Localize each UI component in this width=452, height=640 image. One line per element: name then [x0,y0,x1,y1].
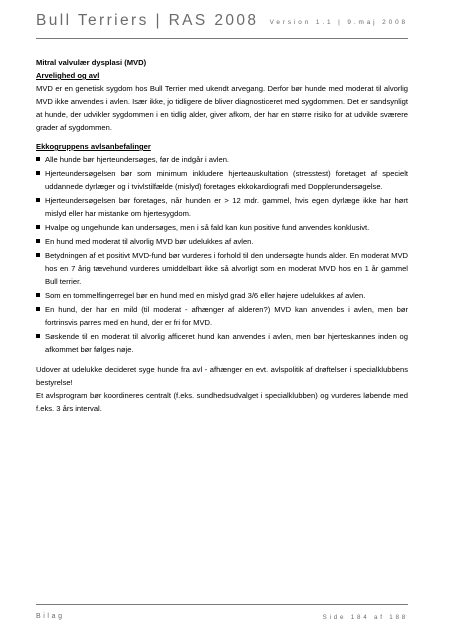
closing-paragraph-program: Et avlsprogram bør koordineres centralt (f.eks. sundhedsudvalget i specialklubben) og vurderes løbende med f.eks. 3 års interval. [36,391,408,413]
list-item [36,289,408,302]
list-item-text: Hjerteundersøgelsen bør foretages, når hunden er > 12 mdr. gammel, hvis egen dyrlæge ikke har hørt mislyd eller har mistanke om hjertesygdom. [45,196,408,218]
section-title: Mitral valvulær dysplasi (MVD) [36,58,147,67]
bullet-square-icon [36,171,40,175]
closing-paragraph-policy: Udover at udelukke decideret syge hunde fra avl - afhænger en evt. avlspolitik af drøftelser i specialklubbens bestyrelse! [36,365,408,387]
page-footer [36,604,408,625]
list-item-text: Søskende til en moderat til alvorlig afficeret hund kan anvendes i avlen, men bør hjerteskannes inden og afkommet bør følges nøje. [45,332,408,354]
recommendations-list [36,153,408,356]
list-item [36,194,408,220]
list-item [36,167,408,193]
bullet-square-icon [36,253,40,257]
page-content [36,56,408,415]
list-item-text: En hund, der har en mild (til moderat - afhænger af alderen?) MVD kan anvendes i avlen, men bør fortrinsvis parres med en hund, der er fri for MVD. [45,305,408,327]
list-item-text: Hvalpe og ungehunde kan undersøges, men i så fald kan kun positive fund anvendes konklusivt. [45,223,370,232]
list-item [36,303,408,329]
list-item-text: Som en tommelfingerregel bør en hund med en mislyd grad 3/6 eller højere udelukkes af avlen. [45,291,366,300]
list-item-text: Betydningen af et positivt MVD-fund bør vurderes i forhold til den undersøgte hunds alder. En moderat MVD hos en 7 årig tævehund vurderes umiddelbart ikke så alvorligt som en moderat MVD hos en 1 år gammel Bull terrier. [45,251,408,286]
footer-section-label: Bilag [36,613,65,620]
document-title: Bull Terriers | RAS 2008 [36,12,259,29]
list-item [36,221,408,234]
bullet-square-icon [36,157,40,161]
page-number: Side 184 af 188 [322,614,408,621]
document-version: Version 1.1 | 9.maj 2008 [269,19,408,26]
bullet-square-icon [36,334,40,338]
list-item [36,153,408,166]
page-header [36,12,408,39]
list-item-text: En hund med moderat til alvorlig MVD bør udelukkes af avlen. [45,237,254,246]
bullet-square-icon [36,293,40,297]
heredity-heading: Arvelighed og avl [36,71,100,80]
list-item [36,235,408,248]
echo-group-heading: Ekkogruppens avlsanbefalinger [36,142,151,151]
list-item [36,249,408,288]
heredity-paragraph: MVD er en genetisk sygdom hos Bull Terrier med ukendt arvegang. Derfor bør hunde med moderat til alvorlig MVD ikke anvendes i avlen. Især ikke, jo tidligere de bliver diagnosticeret med sygdommen. Det er sandsynligt at hunde, der udvikler sygdommen i en tidlig alder, giver afkom, der har en større risiko for at udvikle sværere grader af sygdommen. [36,84,408,132]
list-item-text: Hjerteundersøgelsen bør som minimum inkludere hjerteauskultation (stresstest) foretaget af specielt uddannede dyrlæger og i tvivlstilfælde (mislyd) foretages ekkokardiografi med Dopplerundersøgelse. [45,169,408,191]
bullet-square-icon [36,225,40,229]
bullet-square-icon [36,239,40,243]
list-item [36,330,408,356]
bullet-square-icon [36,198,40,202]
bullet-square-icon [36,307,40,311]
list-item-text: Alle hunde bør hjerteundersøges, før de indgår i avlen. [45,155,230,164]
